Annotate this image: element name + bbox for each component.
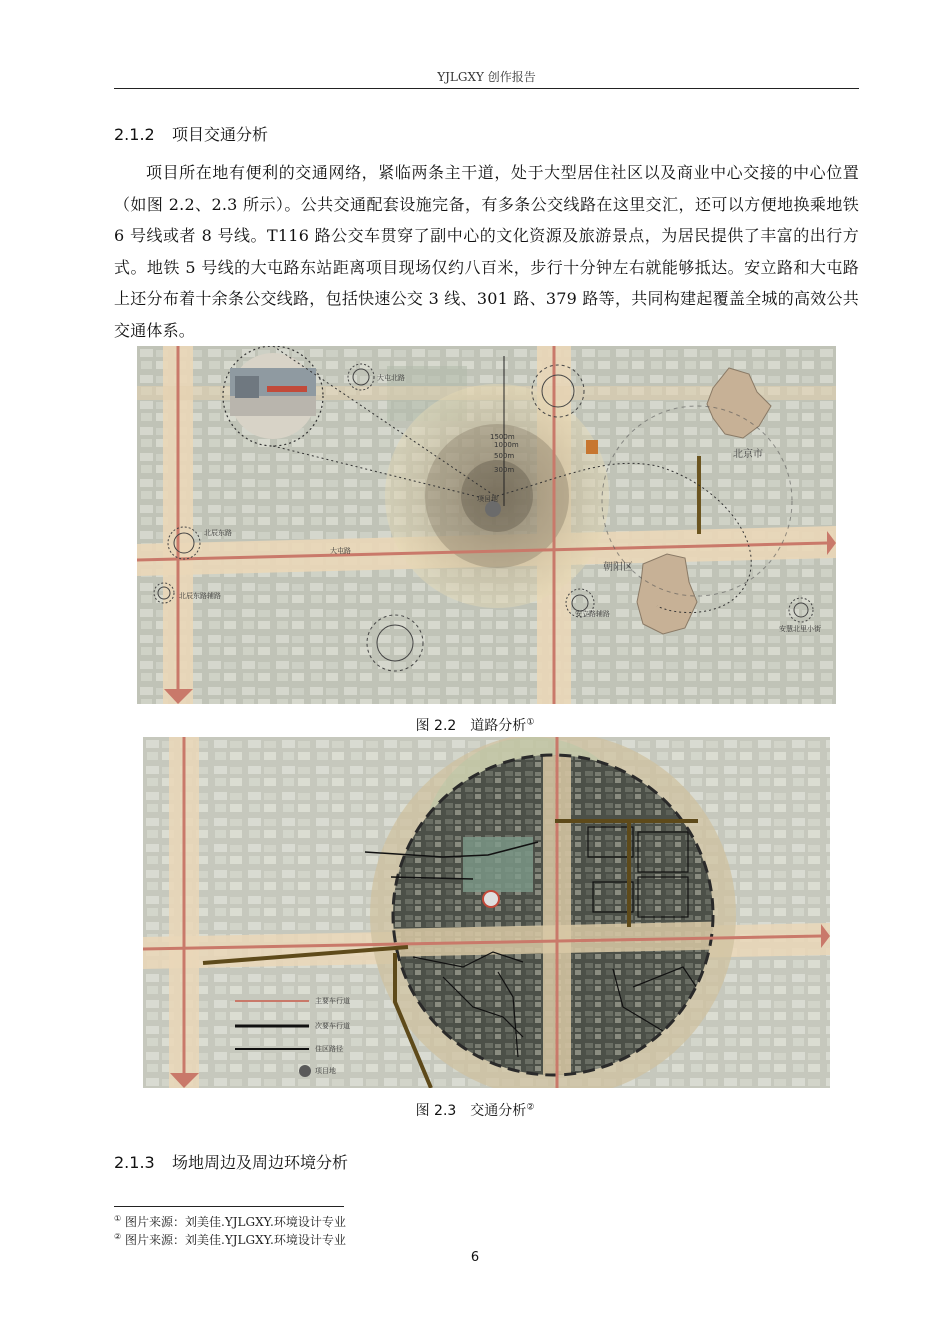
caption-text: 图 2.3 交通分析: [415, 1103, 527, 1119]
label-road-anli-side: 安立路辅路: [575, 610, 610, 618]
caption-figure-2-2: [0, 715, 950, 735]
road-analysis-map: [137, 346, 836, 704]
label-site: 项目地: [477, 495, 498, 503]
body-paragraph: 项目所在地有便利的交通网络，紧临两条主干道，处于大型居住社区以及商业中心交接的中心位置（如图 2.2、2.3 所示）。公共交通配套设施完备，有多条公交线路在这里交汇，还可以方便地换乘地铁 6 号线或者 8 号线。T116 路公交车贯穿了副中心的文化资源及旅游景点，为居民提供了丰富的出行方式。地铁 5 号线的大屯路东站距离项目现场仅约八百米，步行十分钟左右就能够抵达。安立路和大屯路上还分布着十余条公交线路，包括快速公交 3 线、301 路、379 路等，共同构建起覆盖全城的高效公共交通体系。: [114, 163, 859, 340]
legend-secondary-road: 次要车行道: [315, 1022, 350, 1030]
label-dist-300: 300m: [494, 466, 515, 474]
label-road-beichen-side: 北辰东路辅路: [179, 592, 221, 600]
footnote-ref: ①: [526, 717, 535, 728]
label-road-beichen-east: 北辰东路: [204, 529, 232, 537]
caption-figure-2-3: [0, 1100, 950, 1120]
section-heading-2-1-3: [114, 1150, 348, 1173]
footnote-2: [114, 1231, 346, 1248]
traffic-analysis-map: [143, 737, 830, 1088]
footnote-mark: ②: [114, 1232, 122, 1241]
footnote-rule: [114, 1206, 344, 1207]
section-heading-2-1-2: [114, 122, 268, 145]
section-title: 项目交通分析: [172, 125, 269, 144]
label-dist-1500: 1500m: [490, 433, 515, 441]
caption-text: 图 2.2 道路分析: [415, 718, 527, 734]
footnote-text: 图片来源：刘美佳.YJLGXY.环境设计专业: [125, 1233, 346, 1247]
page-number: 6: [470, 1250, 480, 1265]
footnote-mark: ①: [114, 1214, 122, 1223]
figure-road-analysis: [137, 346, 836, 704]
label-road-anhui: 安慧北里小街: [779, 625, 821, 633]
label-chaoyang: 朝阳区: [603, 562, 633, 573]
section-number: 2.1.3: [114, 1153, 155, 1172]
figure-traffic-analysis: [143, 737, 830, 1088]
footnote-ref: ②: [526, 1102, 535, 1113]
label-road-east-west: 大屯路: [330, 547, 351, 555]
page-header: YJLGXY 创作报告: [437, 70, 536, 84]
legend-site: 项目地: [315, 1067, 336, 1075]
label-road-north: 大屯北路: [377, 374, 405, 382]
label-dist-500: 500m: [494, 452, 515, 460]
footnote-1: [114, 1213, 346, 1230]
section-number: 2.1.2: [114, 125, 155, 144]
footnote-text: 图片来源：刘美佳.YJLGXY.环境设计专业: [125, 1215, 346, 1229]
label-beijing: 北京市: [733, 449, 763, 460]
legend-internal-path: 住区路径: [315, 1045, 343, 1053]
header-rule: [114, 88, 859, 89]
legend-main-road: 主要车行道: [315, 997, 350, 1005]
section-title: 场地周边及周边环境分析: [172, 1153, 349, 1172]
label-dist-1000: 1000m: [494, 441, 519, 449]
